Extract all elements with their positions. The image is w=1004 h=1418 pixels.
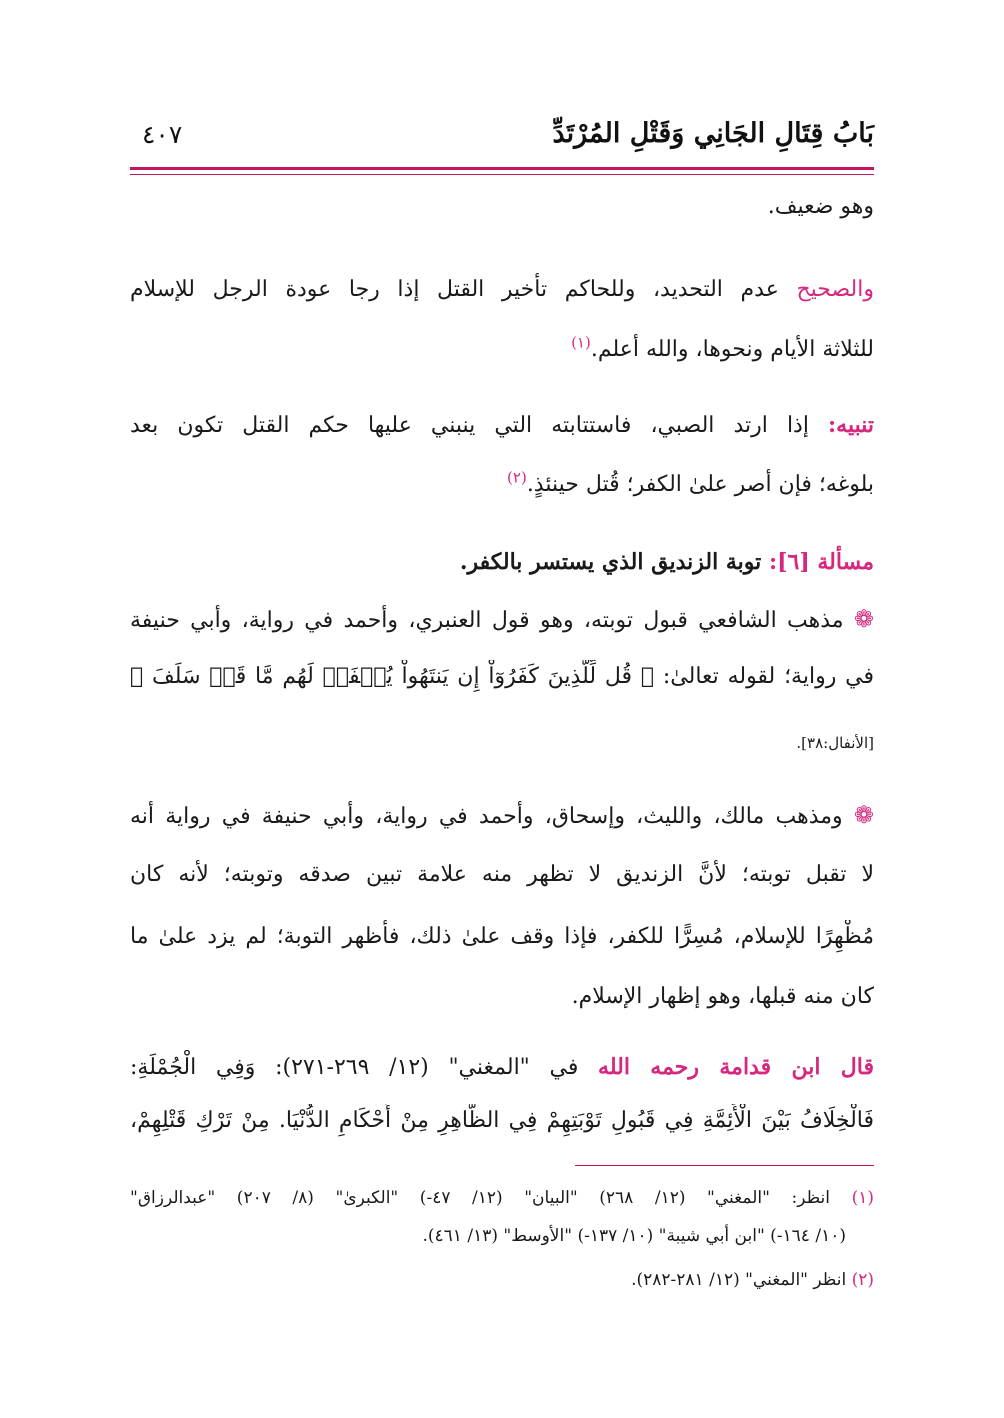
page-number: ٤٠٧ (142, 120, 183, 149)
issue-number: مسألة [٦]: (768, 549, 874, 575)
footnote-separator (575, 1165, 874, 1166)
text-line-3: للثلاثة الأيام ونحوها، والله أعلم.$^{(١)}$ (571, 333, 874, 362)
text-line-5: بلوغه؛ فإن أصر علىٰ الكفر؛ قُتل حينئذٍ.$^{(٢)}$ (507, 468, 874, 497)
header-rule-thick (130, 167, 874, 170)
text-line-10: ❁ ومذهب مالك، والليث، وإسحاق، وأحمد في رواية، وأبي حنيفة في رواية أنه (130, 801, 874, 829)
footnote-1-line-1: (١) انظر: "المغني" (١٢/ ٢٦٨) "البيان" (١٢/ ٤٧-) "الكبرىٰ" (٨/ ٢٠٧) "عبدالرزاق" (130, 1188, 874, 1208)
text-line-13: كان منه قبلها، وهو إظهار الإسلام. (571, 984, 874, 1009)
correct-label: والصحيح (796, 277, 874, 302)
chapter-title: بَابُ قِتَالِ الجَانِي وَقَتْلِ المُرْتَدِّ (552, 118, 874, 149)
note-label: تنبيه: (828, 412, 874, 438)
text-line-2: والصحيح عدم التحديد، وللحاكم تأخير القتل إذا رجا عودة الرجل للإسلام (130, 277, 874, 302)
footnote-1-number: (١) (851, 1188, 874, 1208)
text-line-14: قال ابن قدامة رحمه الله في "المغني" (١٢/ ٢٦٩-٢٧١): وَفِي الْجُمْلَةِ: (130, 1054, 874, 1080)
footnote-ref-1[interactable]: (١) (571, 333, 591, 352)
footnote-1-line-2: (١٠/ ١٦٤-) "ابن أبي شيبة" (١٠/ ١٣٧-) "الأوسط" (١٣/ ٤٦١). (422, 1226, 846, 1246)
text-line-8: في رواية؛ لقوله تعالىٰ: ﴿ قُل لِّلَّذِينَ كَفَرُوٓاْ إِن يَنتَهُواْ يُغۡفَرۡ لَهُم مَّا قَدۡ سَلَفَ ﴾ (130, 664, 874, 689)
footnote-ref-2[interactable]: (٢) (507, 468, 527, 487)
flower-ornament-icon: ❁ (853, 801, 874, 829)
footnote-2: (٢) انظر "المغني" (١٢/ ٢٨١-٢٨٢). (631, 1270, 874, 1290)
running-header (130, 114, 874, 164)
quran-verse: ﴿ قُل لِّلَّذِينَ كَفَرُوٓاْ إِن يَنتَهُواْ يُغۡفَرۡ لَهُم مَّا قَدۡ سَلَفَ ﴾ (130, 664, 655, 689)
text-line-1: وهو ضعيف. (767, 194, 874, 219)
text-line-7: ❁ مذهب الشافعي قبول توبته، وهو قول العنبري، وأحمد في رواية، وأبي حنيفة (130, 605, 874, 633)
text-line-9 (130, 725, 874, 760)
text-line-12: مُظْهِرًا للإسلام، مُسِرًّا للكفر، فإذا وقف علىٰ ذلك، فأظهر التوبة؛ لم يزد علىٰ ما (130, 924, 874, 949)
footnote-2-number: (٢) (851, 1270, 874, 1290)
verse-reference: [الأنفال:٣٨]. (796, 734, 874, 752)
quote-author: قال ابن قدامة رحمه الله (598, 1054, 874, 1080)
header-rule-thin (130, 174, 874, 175)
flower-ornament-icon: ❁ (853, 605, 874, 633)
text-line-4: تنبيه: إذا ارتد الصبي، فاستتابته التي ينبني عليها حكم القتل تكون بعد (130, 412, 874, 438)
text-line-11: لا تقبل توبته؛ لأنَّ الزنديق لا تظهر منه علامة تبين صدقه وتوبته؛ لأنه كان (130, 862, 874, 887)
issue-heading: مسألة [٦]: توبة الزنديق الذي يستسر بالكفر. (459, 549, 874, 575)
text-line-15: فَالْخِلَافُ بَيْنَ الْأَئِمَّةِ فِي قَبُولِ تَوْبَتِهِمْ فِي الظَّاهِرِ مِنْ أَحْكَامِ الدُّنْيَا. مِنْ تَرْكِ قَتْلِهِمْ، (130, 1108, 874, 1133)
